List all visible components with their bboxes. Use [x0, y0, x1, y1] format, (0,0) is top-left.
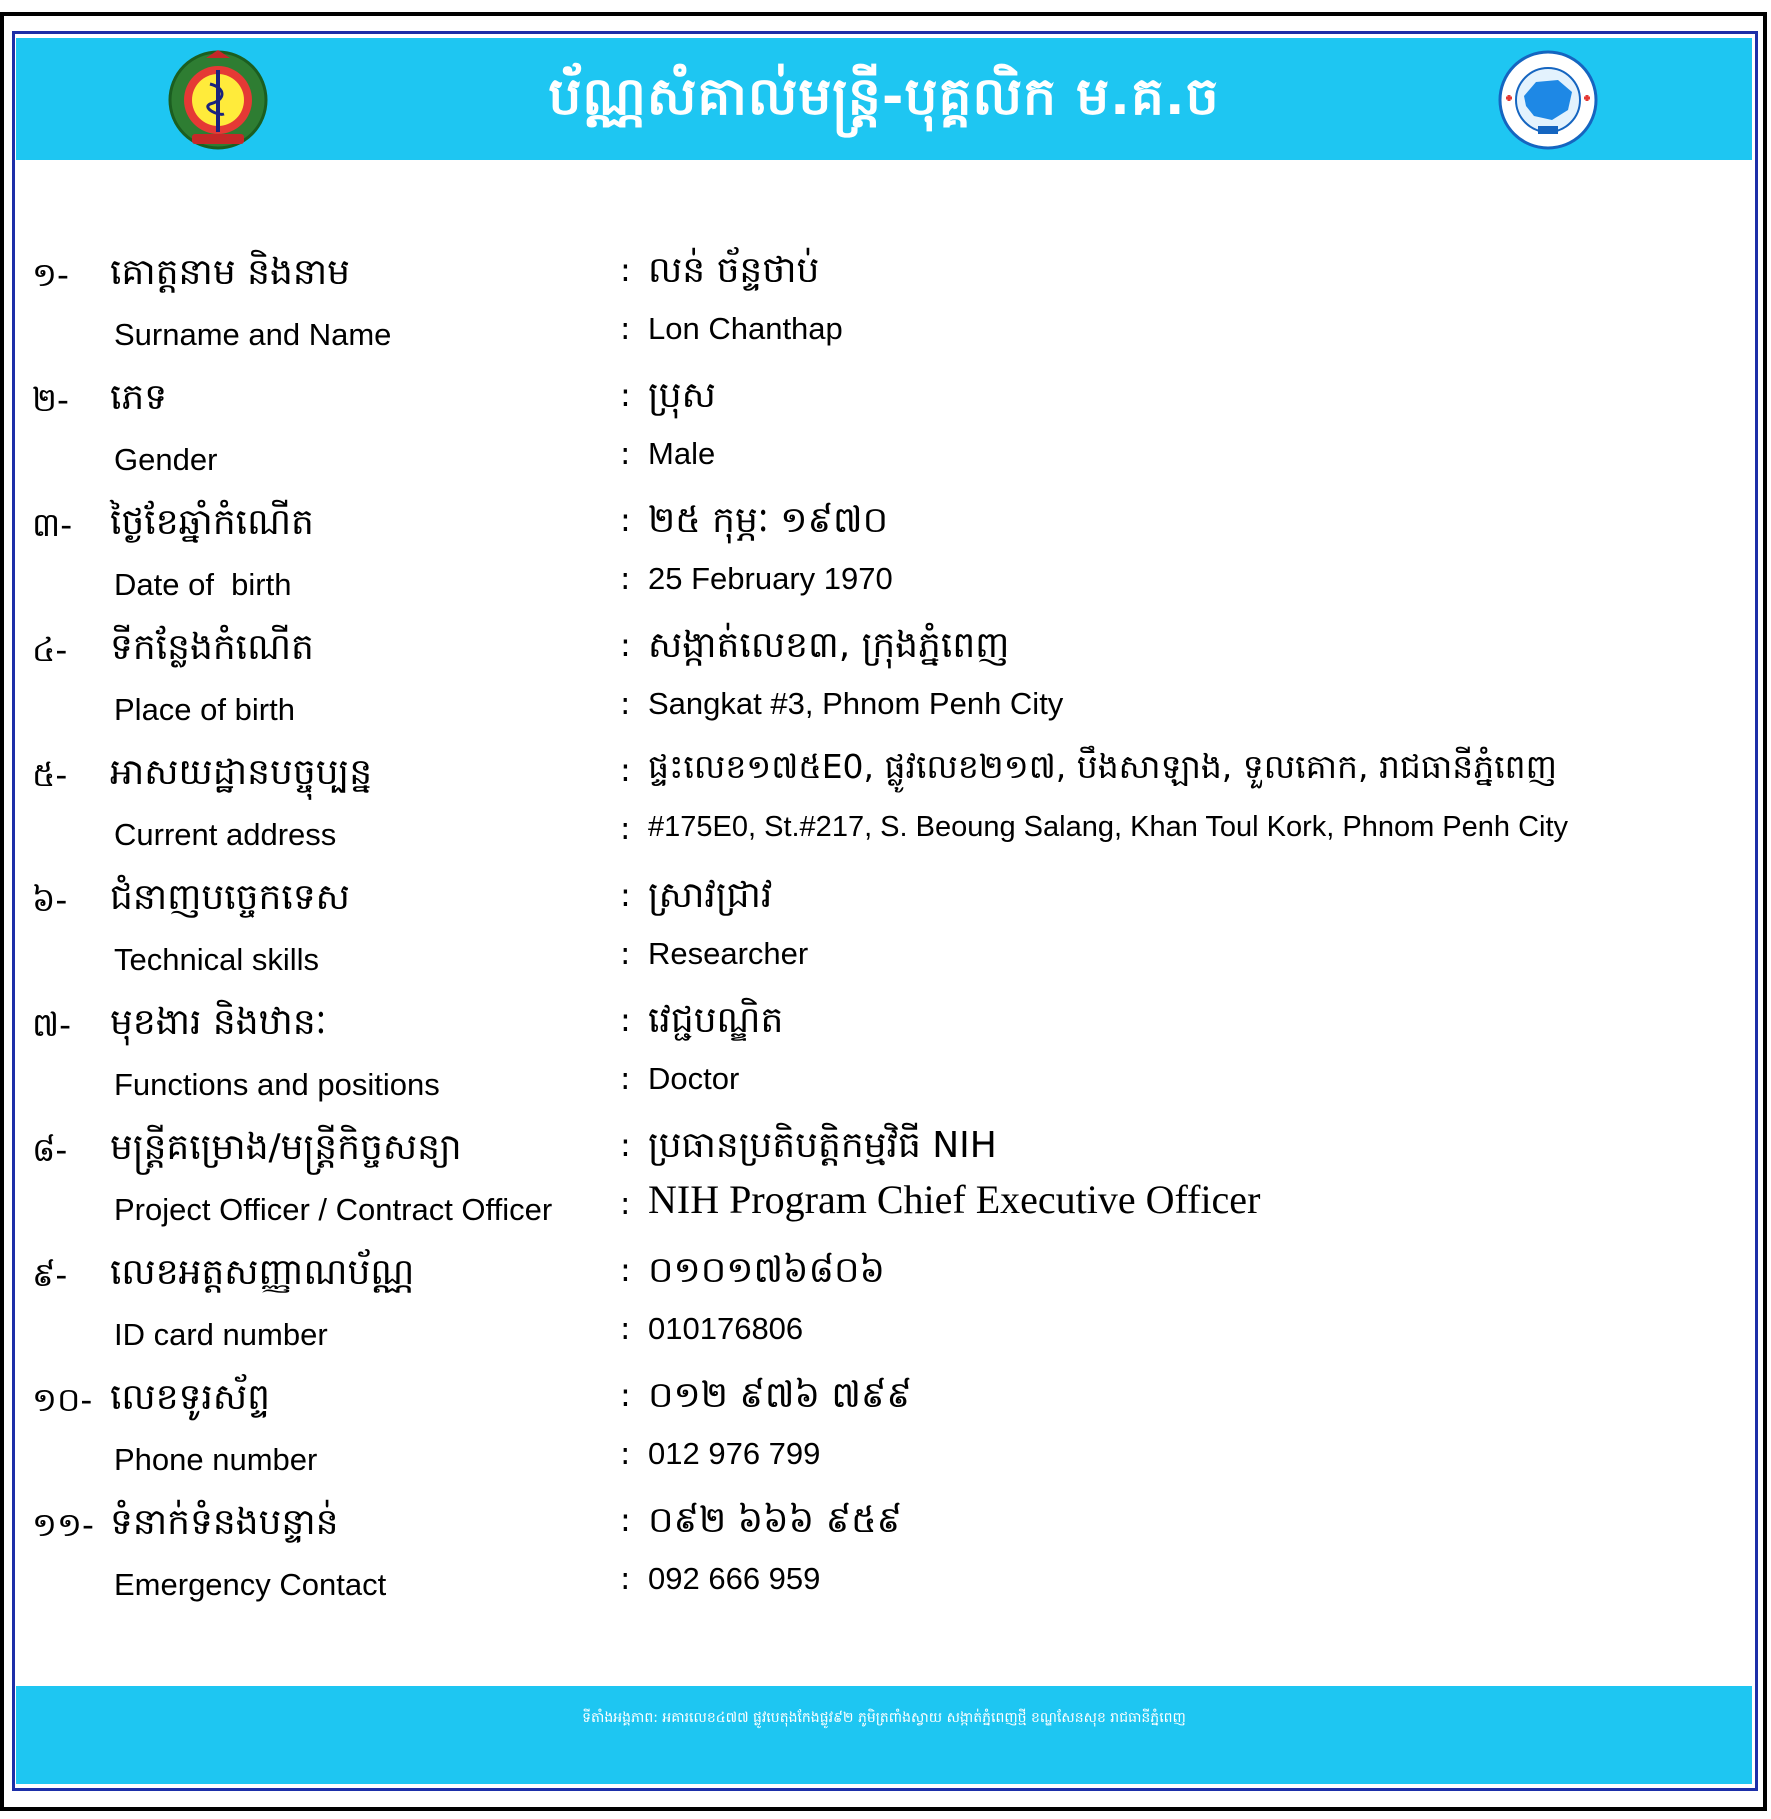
colon-separator: : — [620, 561, 631, 597]
field-value-english: Lon Chanthap — [648, 311, 843, 346]
field-value-english: Male — [648, 436, 716, 471]
colon-separator: : — [620, 1376, 631, 1414]
field-value-khmer: ផ្ទះលេខ១៧៥E0, ផ្លូវលេខ២១៧, បឹងសាឡាង, ទួលគោក, រាជធានីភ្នំពេញ — [648, 747, 1558, 786]
card-title: ប័ណ្ណសំគាល់មន្ត្រី-បុគ្គលិក ម.គ.ច — [548, 67, 1220, 127]
field-number: ៧- — [32, 1005, 71, 1044]
field-number: ៩- — [32, 1255, 68, 1294]
field-value-english: NIH Program Chief Executive Officer — [648, 1177, 1261, 1222]
field-number: ១០- — [32, 1380, 93, 1419]
colon-separator: : — [620, 686, 631, 722]
field-value-english: Researcher — [648, 936, 809, 971]
field-label-english: Emergency Contact — [114, 1567, 387, 1602]
header-band — [16, 38, 1752, 160]
field-value-english: Doctor — [648, 1061, 740, 1096]
field-row-place-of-birth — [0, 610, 1771, 735]
field-label-english: Date of birth — [114, 567, 292, 602]
cnm-map-logo — [1496, 48, 1600, 152]
field-row-surname — [0, 235, 1771, 360]
field-number: ៦- — [32, 880, 68, 919]
field-row-current-address — [0, 735, 1771, 860]
colon-separator: : — [620, 1126, 631, 1164]
colon-separator: : — [620, 876, 631, 914]
colon-separator: : — [620, 1186, 631, 1222]
colon-separator: : — [620, 1436, 631, 1472]
field-value-khmer: ប្រធានប្រតិបត្តិកម្មវិធី NIH — [648, 1125, 997, 1166]
field-value-english: Sangkat #3, Phnom Penh City — [648, 686, 1064, 721]
field-value-khmer: ០៩២ ៦៦៦ ៩៥៩ — [648, 1500, 903, 1541]
colon-separator: : — [620, 501, 631, 539]
field-value-khmer: ២៥ កុម្ភៈ ១៩៧០ — [648, 500, 889, 541]
field-label-khmer: លេខទូរស័ព្ទ — [110, 1377, 270, 1418]
field-number: ៨- — [32, 1130, 68, 1169]
field-row-gender — [0, 360, 1771, 485]
field-value-english: 010176806 — [648, 1311, 804, 1346]
field-label-khmer: គោត្តនាម និងនាម — [110, 252, 350, 293]
field-label-english: Phone number — [114, 1442, 318, 1477]
field-value-khmer: លន់ ច័ន្ទថាប់ — [648, 250, 820, 291]
footer-band — [16, 1686, 1752, 1784]
field-value-khmer: ស្រាវជ្រាវ — [648, 875, 773, 916]
colon-separator: : — [620, 936, 631, 972]
colon-separator: : — [620, 1251, 631, 1289]
field-number: ៤- — [32, 630, 68, 669]
field-label-english: Project Officer / Contract Officer — [114, 1192, 553, 1227]
field-number: ១១- — [32, 1505, 94, 1544]
colon-separator: : — [620, 1311, 631, 1347]
colon-separator: : — [620, 811, 631, 847]
colon-separator: : — [620, 1561, 631, 1597]
field-label-english: Technical skills — [114, 942, 320, 977]
field-value-khmer: ប្រុស — [648, 375, 716, 416]
field-value-english: 092 666 959 — [648, 1561, 821, 1596]
field-label-khmer: ភេទ — [110, 377, 168, 418]
colon-separator: : — [620, 1001, 631, 1039]
field-number: ១- — [32, 255, 69, 294]
field-label-khmer: ទីកន្លែងកំណើត — [110, 627, 314, 668]
field-label-khmer: លេខអត្តសញ្ញាណប័ណ្ណ — [110, 1252, 415, 1293]
colon-separator: : — [620, 1501, 631, 1539]
field-label-khmer: អាសយដ្ឋានបច្ចុប្បន្ន — [110, 752, 373, 793]
field-row-technical-skills — [0, 860, 1771, 985]
colon-separator: : — [620, 436, 631, 472]
field-label-english: Gender — [114, 442, 218, 477]
colon-separator: : — [620, 751, 631, 789]
colon-separator: : — [620, 311, 631, 347]
field-row-emergency-contact — [0, 1485, 1771, 1610]
field-value-khmer: វេជ្ជបណ្ឌិត — [648, 1000, 784, 1041]
field-label-english: ID card number — [114, 1317, 328, 1352]
field-label-khmer: ថ្ងៃខែឆ្នាំកំណើត — [110, 502, 314, 543]
field-value-khmer: ០១០១៧៦៨០៦ — [648, 1250, 885, 1291]
field-number: ៥- — [32, 755, 68, 794]
field-row-phone — [0, 1360, 1771, 1485]
field-row-id-card — [0, 1235, 1771, 1360]
field-row-functions-positions — [0, 985, 1771, 1110]
field-label-khmer: មុខងារ និងឋានៈ — [110, 1002, 327, 1043]
field-label-english: Surname and Name — [114, 317, 392, 352]
field-number: ២- — [32, 380, 69, 419]
colon-separator: : — [620, 376, 631, 414]
field-label-english: Place of birth — [114, 692, 295, 727]
field-label-khmer: ជំនាញបច្ចេកទេស — [110, 877, 350, 918]
field-row-officer-type — [0, 1110, 1771, 1235]
field-label-khmer: មន្ត្រីគម្រោង/មន្ត្រីកិច្ចសន្យា — [110, 1127, 462, 1168]
field-number: ៣- — [32, 505, 73, 544]
office-address: ទីតាំងអង្គភាព: អគារលេខ៤៧៧ ផ្លូវបេតុងកែងផ្លូវ៩២ ភូមិត្រពាំងស្វាយ សង្កាត់ភ្នំពេញថ្មី ខណ្ឌសែនសុខ រាជធានីភ្នំពេញ — [582, 1710, 1186, 1726]
colon-separator: : — [620, 626, 631, 664]
field-label-english: Current address — [114, 817, 337, 852]
field-value-english: 25 February 1970 — [648, 561, 893, 596]
field-value-khmer: សង្កាត់លេខ៣, ក្រុងភ្នំពេញ — [648, 625, 1010, 666]
field-label-khmer: ទំនាក់ទំនងបន្ទាន់ — [110, 1502, 339, 1543]
colon-separator: : — [620, 1061, 631, 1097]
field-value-english: #175E0, St.#217, S. Beoung Salang, Khan Toul Kork, Phnom Penh City — [648, 811, 1569, 843]
field-value-english: 012 976 799 — [648, 1436, 821, 1471]
field-label-english: Functions and positions — [114, 1067, 440, 1102]
field-value-khmer: ០១២ ៩៧៦ ៧៩៩ — [648, 1375, 912, 1416]
field-row-date-of-birth — [0, 485, 1771, 610]
colon-separator: : — [620, 251, 631, 289]
